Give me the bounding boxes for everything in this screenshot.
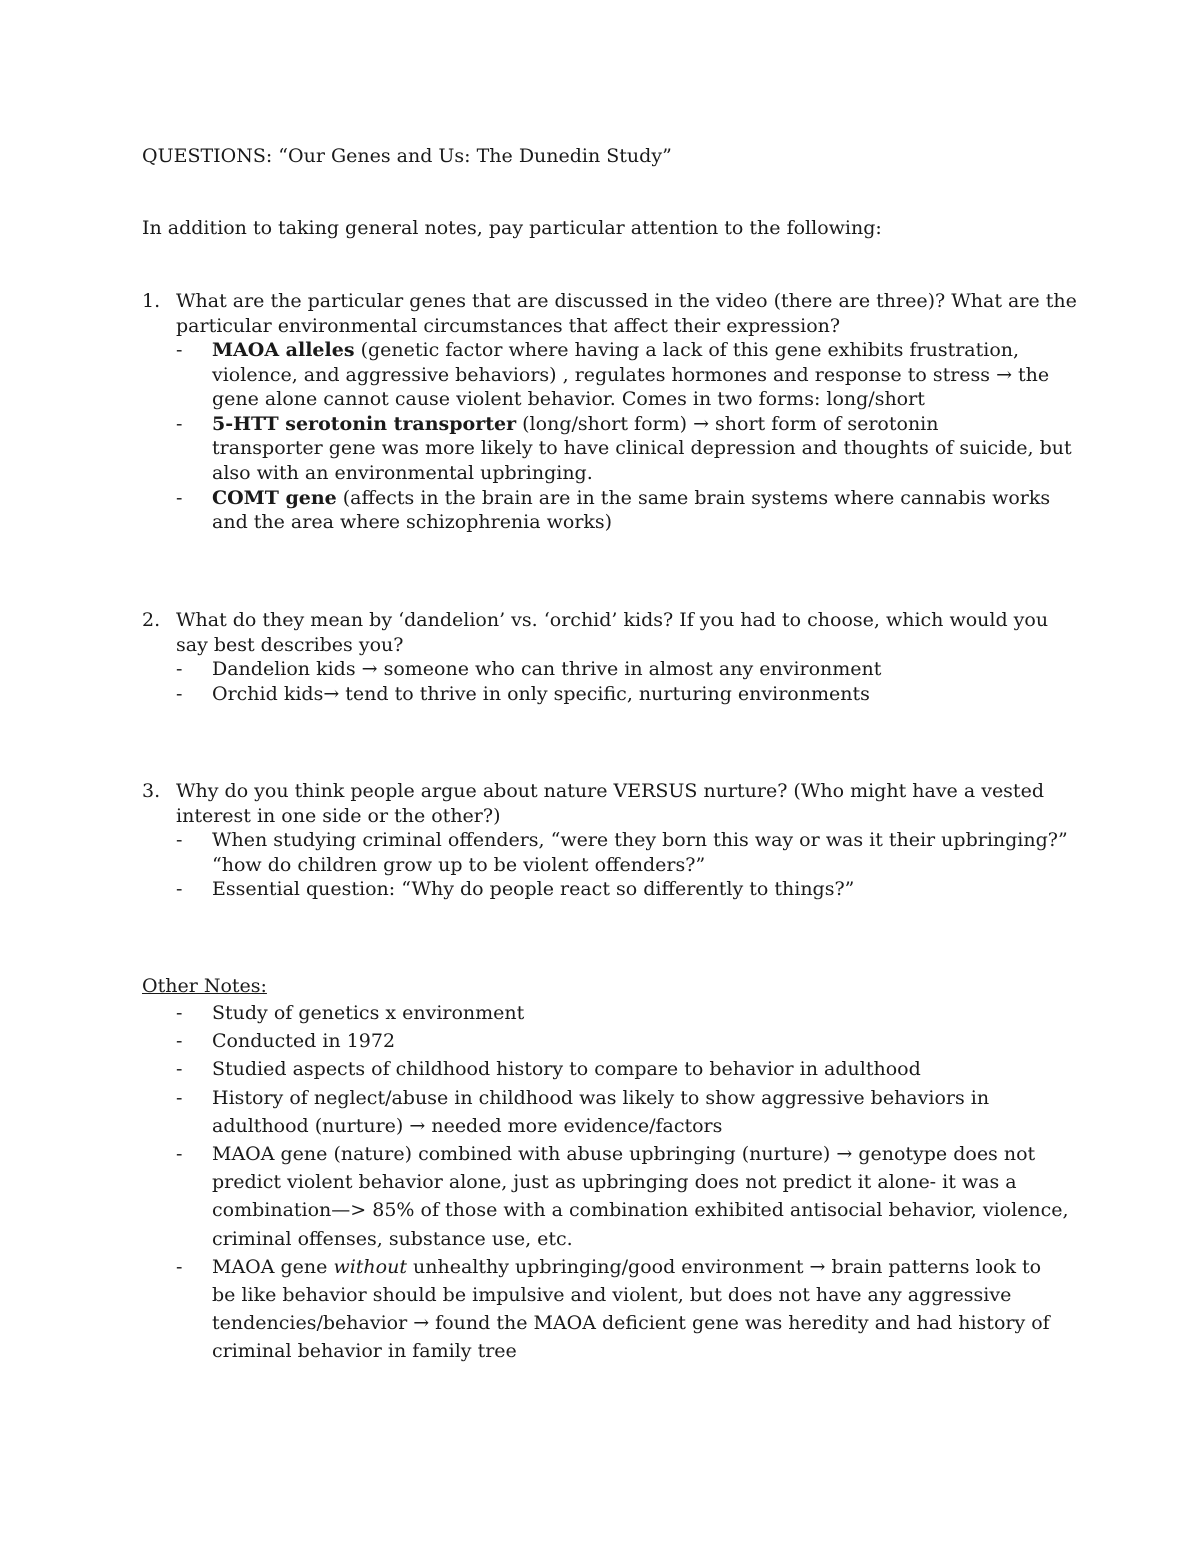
question-text — [176, 289, 1076, 338]
list-line: and the area where schizophrenia works) — [212, 511, 613, 534]
dash-bullet: - — [176, 339, 183, 361]
dash-bullet: - — [176, 682, 183, 705]
dash-bullet: - — [176, 878, 183, 901]
dash-bullet: - — [176, 412, 183, 435]
answer-list — [176, 828, 1076, 902]
list-item — [176, 1084, 1076, 1140]
question-line: What are the particular genes that are discussed in the video (there are three)? What are the — [176, 290, 1077, 312]
list-item — [176, 999, 1076, 1027]
list-item — [176, 1253, 1076, 1366]
list-line: Study of genetics x environment — [212, 1002, 525, 1024]
question-line: What do they mean by ‘dandelion’ vs. ‘orchid’ kids? If you had to choose, which would you — [176, 609, 1049, 631]
list-line: Dandelion kids → someone who can thrive in almost any environment — [212, 658, 882, 680]
italic-term: without — [333, 1255, 407, 1278]
list-line: MAOA gene (nature) combined with abuse upbringing (nurture) → genotype does not — [212, 1143, 1036, 1166]
dash-bullet: - — [176, 1086, 183, 1109]
question-line: Why do you think people argue about nature VERSUS nurture? (Who might have a vested — [176, 780, 1044, 802]
list-item — [176, 682, 1076, 707]
list-line: tendencies/behavior → found the MAOA deficient gene was heredity and had history of — [212, 1312, 1050, 1335]
list-line: Conducted in 1972 — [212, 1030, 396, 1053]
list-item — [176, 486, 1076, 535]
bold-term: 5-HTT serotonin transporter — [212, 412, 517, 435]
intro-text: In addition to taking general notes, pay particular attention to the following: — [142, 217, 882, 239]
dash-bullet: - — [176, 1255, 183, 1278]
notes-heading: Other Notes: — [142, 975, 267, 997]
list-line: When studying criminal offenders, “were they born this way or was it their upbringing?” — [212, 829, 1068, 851]
list-line: be like behavior should be impulsive and violent, but does not have any aggressive — [212, 1284, 1012, 1307]
list-line: gene alone cannot cause violent behavior. Comes in two forms: long/short — [212, 388, 925, 411]
list-item — [176, 1027, 1076, 1055]
dash-bullet: - — [176, 1058, 183, 1081]
list-line — [212, 412, 1076, 437]
list-line: Orchid kids→ tend to thrive in only specific, nurturing environments — [212, 682, 870, 705]
page-title: QUESTIONS: “Our Genes and Us: The Dunedin Study” — [142, 145, 672, 167]
list-line: transporter gene was more likely to have clinical depression and thoughts of suicide, but — [212, 437, 1072, 460]
list-line: violence, and aggressive behaviors) , regulates hormones and response to stress → the — [212, 363, 1050, 386]
bold-term: COMT gene — [212, 486, 337, 509]
list-text: (long/short form) → short form of serotonin — [516, 412, 939, 435]
list-text: MAOA gene — [212, 1255, 334, 1278]
list-line: “how do children grow up to be violent offenders?” — [212, 853, 706, 876]
list-line: combination—> 85% of those with a combination exhibited antisocial behavior, violence, — [212, 1199, 1069, 1222]
list-item — [176, 338, 1076, 412]
list-item — [176, 1140, 1076, 1253]
list-line — [212, 486, 1076, 511]
list-line: Studied aspects of childhood history to compare to behavior in adulthood — [212, 1058, 921, 1081]
list-line: Essential question: “Why do people react so differently to things?” — [212, 878, 855, 901]
list-text: (genetic factor where having a lack of this gene exhibits frustration, — [354, 339, 1020, 361]
dash-bullet: - — [176, 1002, 183, 1024]
notes-list — [176, 999, 1076, 1366]
question-number: 3. — [142, 780, 161, 802]
dash-bullet: - — [176, 1030, 183, 1053]
list-line: predict violent behavior alone, just as upbringing does not predict it alone- it was a — [212, 1171, 1017, 1194]
list-line — [212, 338, 1076, 363]
list-line: also with an environmental upbringing. — [212, 461, 593, 484]
list-line — [212, 1253, 1076, 1281]
dash-bullet: - — [176, 486, 183, 509]
bold-term: MAOA alleles — [212, 339, 355, 361]
question-number: 1. — [142, 290, 161, 312]
question-text — [176, 608, 1076, 657]
dash-bullet: - — [176, 829, 183, 851]
answer-list — [176, 338, 1076, 535]
question-line: particular environmental circumstances that affect their expression? — [176, 314, 841, 337]
list-item — [176, 412, 1076, 486]
question-number: 2. — [142, 609, 161, 631]
answer-list — [176, 657, 1076, 706]
list-line: adulthood (nurture) → needed more evidence/factors — [212, 1114, 723, 1137]
list-line: History of neglect/abuse in childhood was likely to show aggressive behaviors in — [212, 1086, 990, 1109]
list-line: criminal offenses, substance use, etc. — [212, 1227, 573, 1250]
dash-bullet: - — [176, 658, 183, 680]
question-line: interest in one side or the other?) — [176, 804, 501, 827]
list-text: unhealthy upbringing/good environment → brain patterns look to — [406, 1255, 1042, 1278]
list-text: (affects in the brain are in the same brain systems where cannabis works — [336, 486, 1051, 509]
dash-bullet: - — [176, 1143, 183, 1166]
list-item — [176, 657, 1076, 682]
list-item — [176, 828, 1076, 877]
question-line: say best describes you? — [176, 633, 404, 656]
list-item — [176, 877, 1076, 902]
list-item — [176, 1055, 1076, 1083]
list-line: criminal behavior in family tree — [212, 1340, 517, 1363]
question-text — [176, 779, 1076, 828]
